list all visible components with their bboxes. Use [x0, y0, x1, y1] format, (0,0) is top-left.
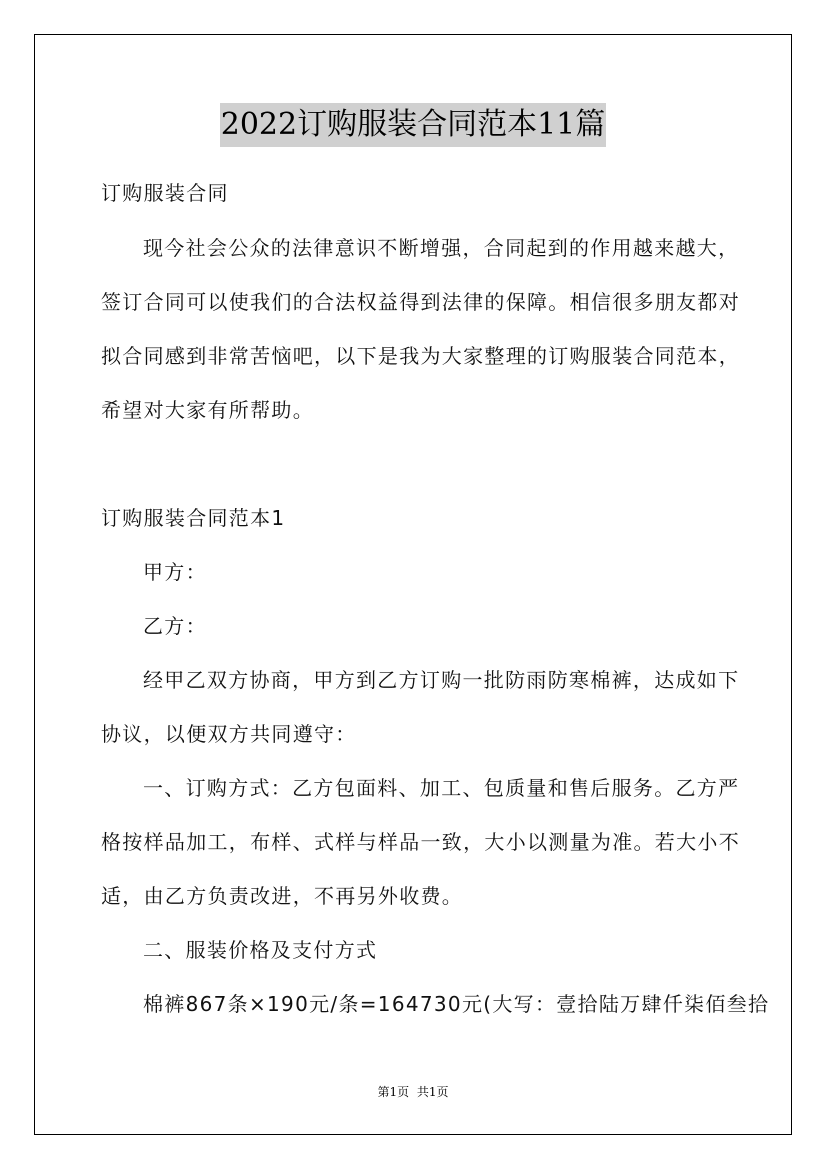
page-total: 共1页 [416, 1085, 449, 1099]
section-heading: 订购服装合同 [101, 181, 229, 205]
paragraph-line: 二、服装价格及支付方式 [143, 938, 378, 962]
paragraph-line: 现今社会公众的法律意识不断增强，合同起到的作用越来越大， [143, 236, 740, 260]
paragraph-line: 签订合同可以使我们的合法权益得到法律的保障。相信很多朋友都对 [101, 290, 740, 314]
page-number: 第1页 [377, 1085, 410, 1099]
paragraph-line: 拟合同感到非常苦恼吧，以下是我为大家整理的订购服装合同范本， [101, 344, 740, 368]
document-title: 2022订购服装合同范本11篇 [220, 103, 607, 147]
party-a-line: 甲方： [143, 560, 207, 584]
section-heading: 订购服装合同范本1 [101, 506, 286, 530]
paragraph-line: 协议，以便双方共同遵守： [101, 722, 357, 746]
paragraph-line: 一、订购方式：乙方包面料、加工、包质量和售后服务。乙方严 [143, 776, 740, 800]
title-wrap [35, 103, 791, 147]
document-page [34, 34, 792, 1135]
paragraph-line: 格按样品加工，布样、式样与样品一致，大小以测量为准。若大小不 [101, 830, 740, 854]
paragraph-line: 希望对大家有所帮助。 [101, 398, 314, 422]
party-b-line: 乙方： [143, 614, 207, 638]
paragraph-line: 棉裤867条×190元/条=164730元(大写：壹拾陆万肆仟柒佰叁拾 [143, 992, 770, 1016]
paragraph-line: 适，由乙方负责改进，不再另外收费。 [101, 884, 464, 908]
paragraph-line: 经甲乙双方协商，甲方到乙方订购一批防雨防寒棉裤，达成如下 [143, 668, 740, 692]
page-footer [35, 1084, 791, 1100]
